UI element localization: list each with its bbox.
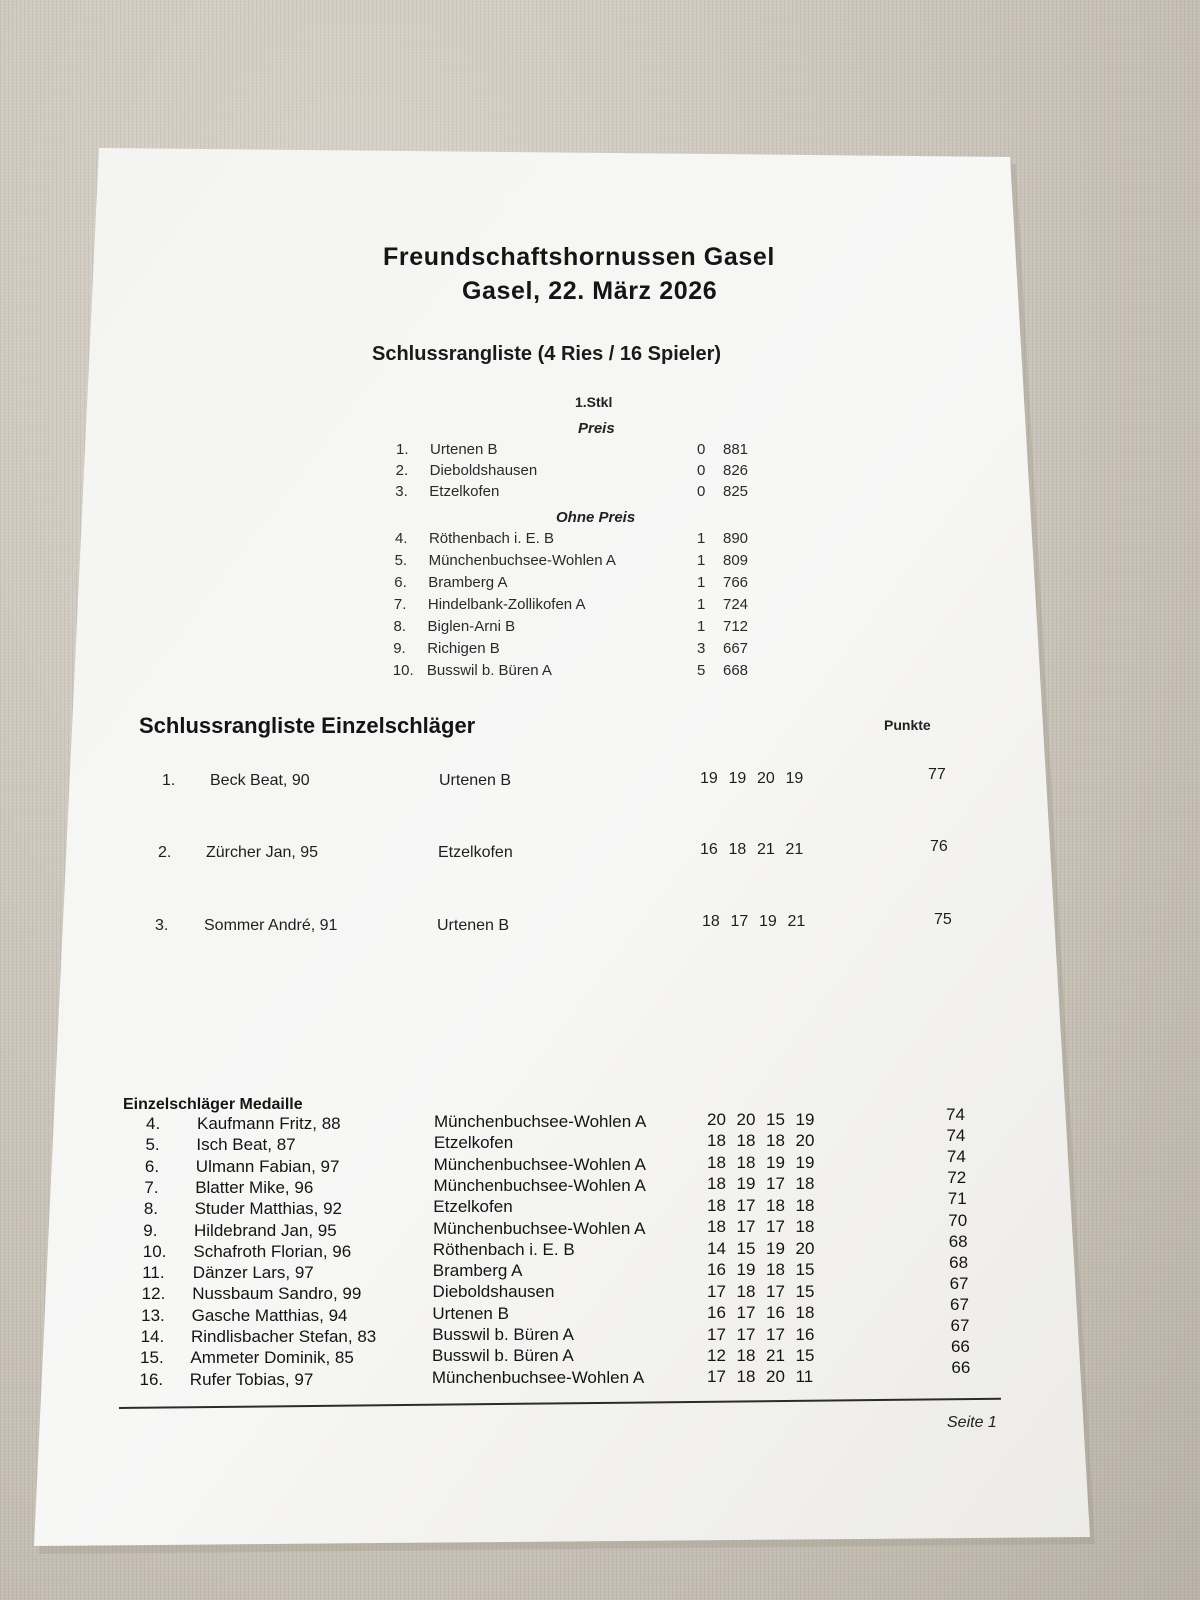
medaille-rank: 5. (145, 1135, 160, 1155)
team-rank: 10. (392, 662, 414, 679)
player-name: Dänzer Lars, 97 (192, 1263, 314, 1283)
einzel-rank: 3. (155, 917, 169, 934)
player-total: 68 (949, 1252, 969, 1272)
player-team: Röthenbach i. E. B (432, 1239, 575, 1259)
player-total: 71 (947, 1189, 967, 1209)
medaille-rank: 8. (143, 1199, 159, 1219)
player-score: 17 (736, 1324, 756, 1344)
player-score: 19 (700, 770, 718, 787)
player-score: 15 (766, 1110, 785, 1129)
einzel-section-title: Schlussrangliste Einzelschläger (139, 713, 476, 738)
team-rank: 8. (393, 618, 407, 635)
player-score: 19 (736, 1260, 756, 1280)
player-score: 19 (759, 913, 777, 930)
medaille-rank: 7. (144, 1177, 159, 1197)
team-nr: 1 (697, 530, 706, 547)
team-rank: 7. (393, 596, 407, 613)
medaille-rank: 9. (143, 1220, 158, 1240)
team-points: 667 (723, 640, 749, 657)
player-score: 18 (736, 1131, 756, 1151)
player-score: 16 (700, 841, 718, 858)
player-score: 18 (795, 1217, 815, 1237)
player-score: 21 (787, 913, 806, 930)
player-score: 18 (795, 1195, 815, 1215)
team-nr: 0 (697, 441, 706, 458)
player-score: 18 (736, 1345, 756, 1365)
team-points: 825 (723, 483, 749, 500)
einzel-rank: 1. (162, 772, 176, 789)
player-score: 20 (795, 1131, 815, 1151)
player-name: Nussbaum Sandro, 99 (192, 1284, 362, 1304)
medaille-rank: 16. (139, 1369, 164, 1389)
player-score: 17 (736, 1217, 756, 1237)
medaille-rank: 10. (142, 1241, 167, 1261)
team-nr: 1 (697, 596, 706, 613)
player-score: 14 (707, 1238, 726, 1258)
team-points: 766 (723, 574, 749, 591)
player-score: 19 (766, 1238, 785, 1258)
team-name: Urtenen B (430, 441, 498, 458)
team-name: Bramberg A (428, 574, 508, 591)
medaille-rank: 11. (142, 1263, 165, 1283)
player-score: 12 (707, 1345, 726, 1365)
player-team: Urtenen B (432, 1303, 509, 1323)
player-score: 17 (766, 1281, 785, 1301)
player-team: Etzelkofen (433, 1133, 514, 1153)
player-score: 21 (785, 841, 804, 858)
team-nr: 0 (697, 483, 706, 500)
player-score: 19 (795, 1152, 815, 1172)
team-nr: 3 (697, 640, 706, 657)
team-name: Etzelkofen (429, 483, 500, 500)
page-number: Seite 1 (947, 1414, 997, 1431)
team-ranking-subtitle: Schlussrangliste (4 Ries / 16 Spieler) (372, 343, 722, 365)
medaille-rank: 4. (146, 1114, 161, 1133)
player-name: Hildebrand Jan, 95 (194, 1220, 337, 1240)
team-rank: 1. (396, 441, 409, 458)
player-score: 15 (795, 1345, 815, 1365)
player-team: Busswil b. Büren A (432, 1325, 574, 1344)
player-score: 16 (707, 1303, 726, 1323)
player-score: 15 (795, 1260, 815, 1280)
player-name: Ulmann Fabian, 97 (195, 1156, 340, 1176)
player-total: 70 (948, 1210, 968, 1230)
player-name: Studer Matthias, 92 (194, 1199, 343, 1219)
player-total: 74 (946, 1126, 966, 1146)
player-team: Etzelkofen (438, 844, 513, 861)
player-score: 16 (707, 1260, 726, 1280)
team-name: Richigen B (427, 640, 500, 657)
player-score: 20 (757, 770, 775, 787)
einzel-rank: 2. (158, 844, 172, 861)
player-score: 20 (795, 1238, 815, 1258)
player-score: 16 (795, 1324, 815, 1344)
player-team: Münchenbuchsee-Wohlen A (433, 1218, 646, 1238)
player-score: 18 (707, 1217, 726, 1237)
team-nr: 1 (697, 552, 706, 569)
document-date: Gasel, 22. März 2026 (462, 277, 718, 305)
player-name: Sommer André, 91 (204, 917, 338, 934)
punkte-column-header: Punkte (884, 717, 931, 733)
player-score: 18 (795, 1303, 815, 1323)
team-nr: 1 (697, 574, 706, 591)
medaille-rank: 6. (144, 1156, 160, 1176)
team-rank: 3. (395, 483, 408, 500)
player-name: Gasche Matthias, 94 (191, 1305, 348, 1325)
player-score: 18 (766, 1131, 785, 1151)
player-score: 18 (702, 913, 720, 930)
player-total: 72 (947, 1168, 967, 1188)
player-total: 68 (948, 1231, 968, 1251)
player-total: 74 (946, 1147, 966, 1167)
team-rank: 4. (394, 530, 408, 547)
class-label: 1.Stkl (575, 394, 613, 410)
player-total: 67 (949, 1273, 969, 1293)
player-name: Beck Beat, 90 (210, 772, 310, 789)
player-total: 76 (930, 838, 948, 855)
player-score: 19 (785, 770, 804, 787)
player-score: 19 (728, 770, 747, 787)
player-score: 18 (728, 841, 747, 858)
player-team: Münchenbuchsee-Wohlen A (434, 1112, 647, 1131)
player-name: Blatter Mike, 96 (195, 1177, 314, 1197)
team-rank: 9. (393, 640, 406, 657)
player-team: Dieboldshausen (432, 1282, 555, 1302)
player-score: 17 (707, 1324, 726, 1344)
player-score: 17 (707, 1367, 726, 1387)
player-total: 66 (951, 1358, 971, 1378)
team-rank: 6. (394, 574, 407, 591)
player-score: 18 (766, 1260, 785, 1280)
player-name: Kaufmann Fritz, 88 (197, 1114, 341, 1133)
player-score: 20 (707, 1110, 726, 1129)
player-total: 74 (946, 1105, 965, 1124)
player-score: 18 (707, 1131, 726, 1151)
team-nr: 1 (697, 618, 706, 635)
player-score: 20 (766, 1367, 785, 1387)
player-score: 17 (766, 1174, 785, 1194)
player-score: 17 (766, 1324, 785, 1344)
player-total: 75 (934, 911, 952, 928)
team-nr: 5 (697, 662, 706, 679)
player-name: Ammeter Dominik, 85 (190, 1348, 354, 1368)
player-score: 19 (766, 1152, 785, 1172)
team-name: Biglen-Arni B (427, 618, 516, 635)
medaille-rank: 13. (141, 1305, 165, 1325)
player-team: Bramberg A (432, 1261, 523, 1281)
team-points: 881 (723, 441, 749, 458)
player-score: 17 (707, 1281, 726, 1301)
team-points: 668 (723, 662, 749, 679)
team-points: 712 (723, 618, 749, 635)
team-name: Hindelbank-Zollikofen A (427, 596, 586, 613)
player-score: 16 (766, 1303, 785, 1323)
player-score: 18 (795, 1174, 815, 1194)
medaille-rank: 15. (140, 1348, 164, 1368)
medaille-rank: 12. (141, 1284, 166, 1304)
player-total: 77 (928, 766, 946, 783)
player-team: Münchenbuchsee-Wohlen A (431, 1367, 645, 1387)
player-score: 15 (795, 1281, 815, 1301)
player-name: Schafroth Florian, 96 (193, 1241, 352, 1261)
preis-heading: Preis (578, 420, 615, 437)
team-points: 724 (723, 596, 749, 613)
medaille-rank: 14. (140, 1327, 165, 1346)
player-score: 18 (707, 1152, 726, 1172)
player-total: 66 (950, 1337, 970, 1357)
player-score: 21 (757, 841, 775, 858)
player-score: 21 (766, 1345, 785, 1365)
player-score: 17 (736, 1303, 756, 1323)
team-name: Röthenbach i. E. B (428, 530, 555, 547)
team-name: Dieboldshausen (429, 462, 538, 479)
ohne-preis-heading: Ohne Preis (556, 509, 636, 526)
player-score: 18 (707, 1195, 726, 1215)
team-name: Busswil b. Büren A (426, 662, 552, 679)
player-team: Urtenen B (437, 917, 510, 934)
player-score: 19 (736, 1174, 756, 1194)
team-rank: 2. (395, 462, 409, 479)
player-total: 67 (950, 1316, 970, 1335)
player-name: Zürcher Jan, 95 (206, 844, 319, 861)
player-score: 17 (766, 1217, 785, 1237)
player-score: 18 (766, 1195, 785, 1215)
player-team: Urtenen B (439, 772, 512, 789)
medaille-heading: Einzelschläger Medaille (123, 1096, 303, 1113)
team-rank: 5. (394, 552, 408, 569)
player-team: Etzelkofen (433, 1197, 513, 1217)
team-nr: 0 (697, 462, 706, 479)
player-name: Isch Beat, 87 (196, 1135, 296, 1155)
player-score: 15 (736, 1238, 756, 1258)
player-total: 67 (950, 1294, 969, 1314)
player-score: 18 (736, 1281, 756, 1301)
team-points: 826 (723, 462, 749, 479)
player-score: 18 (707, 1174, 726, 1194)
player-score: 19 (795, 1110, 815, 1129)
team-points: 809 (723, 552, 749, 569)
player-score: 18 (736, 1152, 756, 1172)
player-name: Rufer Tobias, 97 (189, 1369, 314, 1389)
player-team: Münchenbuchsee-Wohlen A (433, 1154, 646, 1174)
team-name: Münchenbuchsee-Wohlen A (428, 552, 616, 569)
player-name: Rindlisbacher Stefan, 83 (191, 1327, 377, 1346)
document-title: Freundschaftshornussen Gasel (383, 243, 775, 271)
player-score: 17 (736, 1195, 756, 1215)
player-score: 11 (795, 1367, 814, 1387)
team-points: 890 (723, 530, 749, 547)
player-score: 17 (730, 913, 749, 930)
player-score: 18 (736, 1367, 756, 1387)
player-score: 20 (736, 1110, 756, 1129)
player-team: Münchenbuchsee-Wohlen A (433, 1175, 646, 1195)
player-team: Busswil b. Büren A (432, 1346, 574, 1366)
